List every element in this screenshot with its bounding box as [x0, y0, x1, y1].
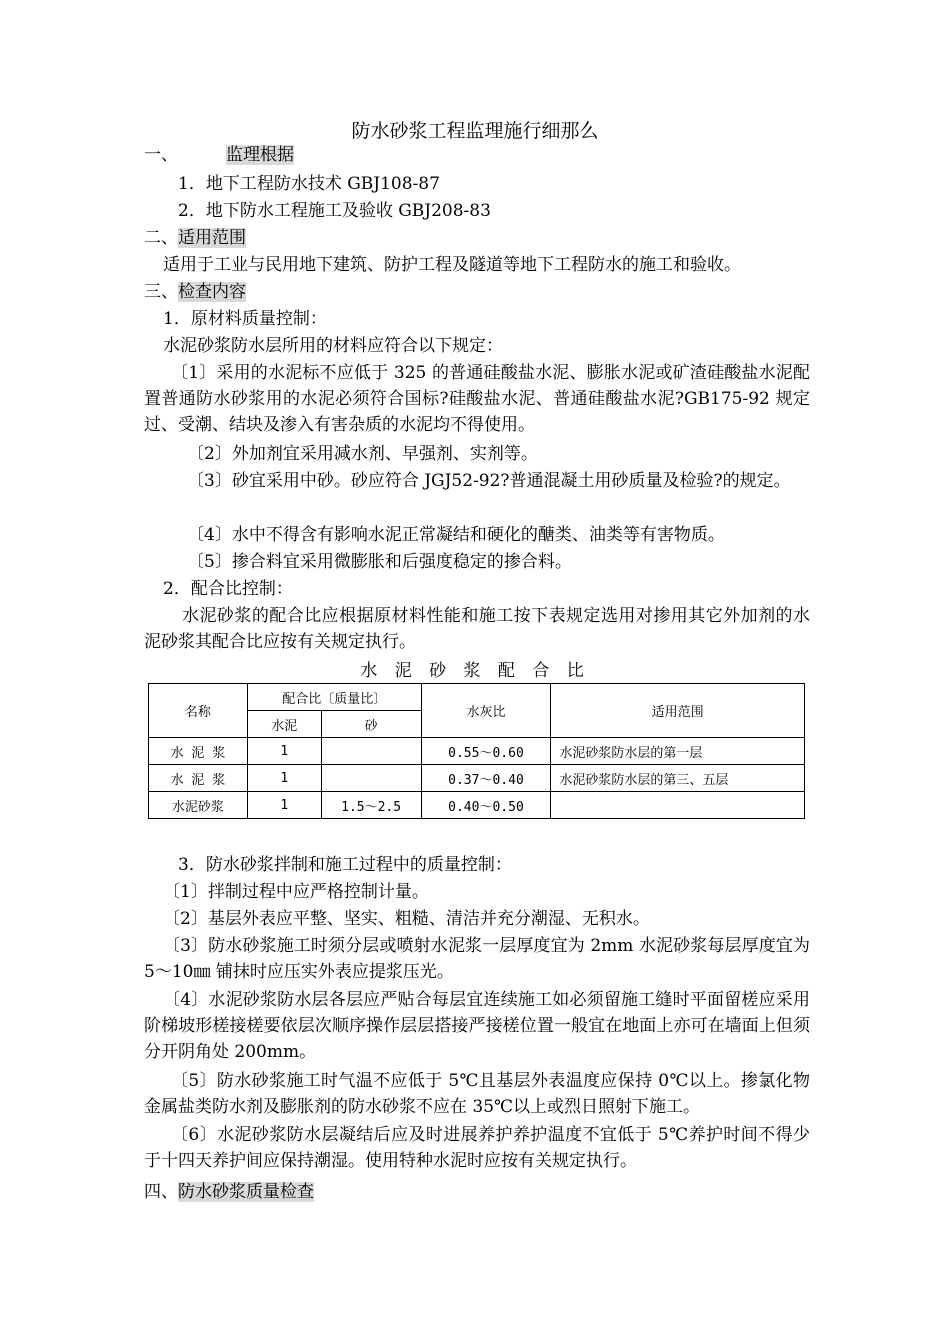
material-rule: 〔3〕砂宜采用中砂。砂应符合 JGJ52-92?普通混凝土用砂质量及检验?的规定。 [187, 471, 791, 491]
column-header: 水灰比 [421, 684, 551, 738]
section-title: 监理根据 [226, 145, 294, 165]
column-header: 配合比〔质量比〕 [247, 684, 421, 711]
table-cell [321, 738, 421, 765]
table-row [149, 792, 805, 819]
table-cell: 水泥砂浆防水层的第一层 [551, 738, 805, 765]
table-cell: 水 泥 浆 [149, 765, 248, 792]
table-title: 水 泥 砂 浆 配 合 比 [360, 661, 590, 681]
section-number: 三、 [144, 282, 178, 302]
table-cell: 0.37～0.40 [421, 765, 551, 792]
quality-rule: 〔3〕防水砂浆施工时须分层或喷射水泥浆一层厚度宜为 2mm 水泥砂浆每层厚度宜为 5～10㎜ 铺抹时应压实外表应提浆压光。 [144, 936, 810, 982]
table-cell: 1 [247, 792, 321, 819]
quality-rule: 〔4〕水泥砂浆防水层各层应严贴合每层宜连续施工如必须留施工缝时平面留槎应采用阶梯坡形槎接槎要依层次顺序操作层层搭接严接槎位置一般宜在地面上亦可在墙面上但须分开阴角处 200mm。 [144, 990, 810, 1062]
mix-ratio-table [148, 683, 805, 819]
section-1-heading [144, 142, 810, 168]
section-4-heading [144, 1179, 810, 1205]
section-number: 四、 [144, 1182, 178, 1202]
table-cell: 0.40～0.50 [421, 792, 551, 819]
material-rule: 〔4〕水中不得含有影响水泥正常凝结和硬化的醣类、油类等有害物质。 [187, 525, 725, 545]
paragraph: 适用于工业与民用地下建筑、防护工程及隧道等地下工程防水的施工和验收。 [163, 255, 741, 275]
reference-item: 1．地下工程防水技术 GBJ108-87 [178, 174, 440, 194]
subheading: 2．配合比控制： [163, 579, 293, 599]
table-cell: 1 [247, 765, 321, 792]
quality-rule: 〔6〕水泥砂浆防水层凝结后应及时进展养护养护温度不宜低于 5℃养护时间不得少于十四天养护间应保持潮湿。使用特种水泥时应按有关规定执行。 [144, 1125, 810, 1171]
quality-rule: 〔5〕防水砂浆施工时气温不应低于 5℃且基层外表温度应保持 0℃以上。掺氯化物金属盐类防水剂及膨胀剂的防水砂浆不应在 35℃以上或烈日照射下施工。 [144, 1071, 810, 1117]
column-header: 适用范围 [551, 684, 805, 738]
table-header-row [149, 684, 805, 711]
section-title: 适用范围 [178, 228, 246, 248]
section-title: 防水砂浆质量检查 [178, 1182, 314, 1202]
quality-rule: 〔2〕基层外表应平整、坚实、粗糙、清洁并充分潮湿、无积水。 [163, 909, 650, 929]
column-header: 砂 [321, 711, 421, 738]
table-cell: 水泥砂浆 [149, 792, 248, 819]
section-number: 一、 [144, 145, 178, 165]
document-title: 防水砂浆工程监理施行细那么 [351, 120, 599, 142]
paragraph: 水泥砂浆的配合比应根据原材料性能和施工按下表规定选用对掺用其它外加剂的水泥砂浆其配合比应按有关规定执行。 [144, 606, 810, 652]
subheading: 1．原材料质量控制： [163, 309, 327, 329]
reference-item: 2．地下防水工程施工及验收 GBJ208-83 [178, 201, 491, 221]
table-row [149, 765, 805, 792]
table-cell: 1.5～2.5 [321, 792, 421, 819]
table-cell: 水泥砂浆防水层的第三、五层 [551, 765, 805, 792]
material-rule: 〔2〕外加剂宜采用减水剂、早强剂、实剂等。 [187, 444, 538, 464]
subheading: 3．防水砂浆拌制和施工过程中的质量控制： [178, 855, 512, 875]
table-cell [321, 765, 421, 792]
table-cell: 水 泥 浆 [149, 738, 248, 765]
section-title: 检查内容 [178, 282, 246, 302]
table-cell: 1 [247, 738, 321, 765]
column-header: 名称 [149, 684, 248, 738]
material-rule: 〔5〕掺合料宜采用微膨胀和后强度稳定的掺合料。 [187, 552, 572, 572]
table-row [149, 738, 805, 765]
section-3-heading [144, 279, 810, 305]
column-header: 水泥 [247, 711, 321, 738]
section-number: 二、 [144, 228, 178, 248]
material-rule: 〔1〕采用的水泥标不应低于 325 的普通硅酸盐水泥、膨胀水泥或矿渣硅酸盐水泥配置普通防水砂浆用的水泥必须符合国标?硅酸盐水泥、普通硅酸盐水泥?GB175-92 规定过、受潮、结块及渗入有害杂质的水泥均不得使用。 [144, 363, 810, 435]
quality-rule: 〔1〕拌制过程中应严格控制计量。 [163, 882, 429, 902]
section-2-heading [144, 225, 810, 251]
paragraph: 水泥砂浆防水层所用的材料应符合以下规定： [163, 336, 503, 356]
table-cell: 0.55～0.60 [421, 738, 551, 765]
table-cell [551, 792, 805, 819]
